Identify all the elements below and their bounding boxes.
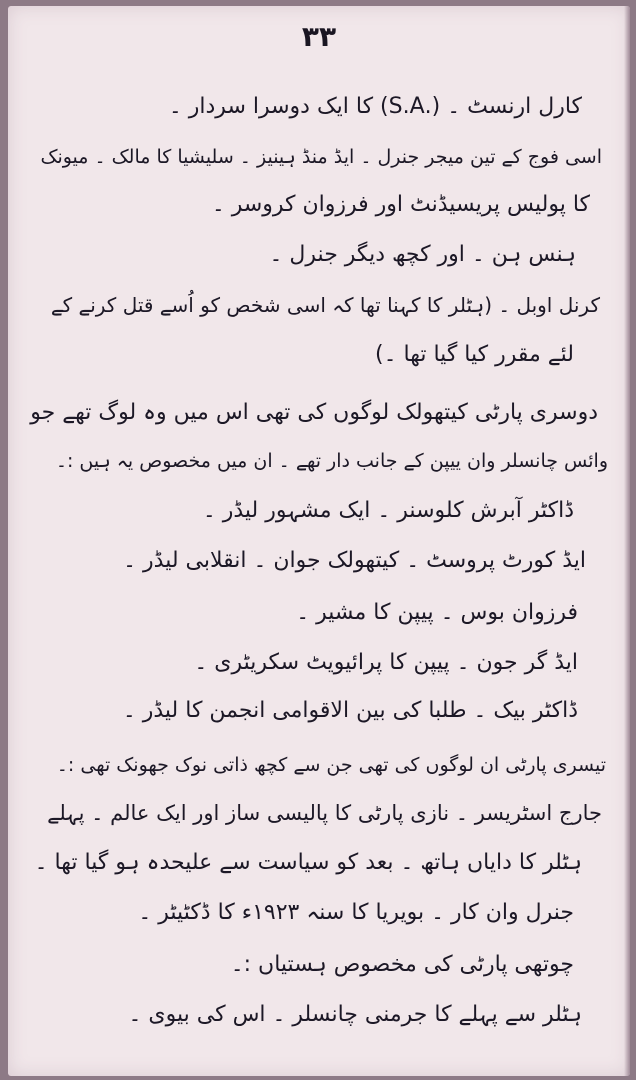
text-line-3: کا پولیس پریسیڈنٹ اور فرزوان کروسر ۔ [211, 192, 590, 217]
text-line-19: ہٹلر سے پہلے کا جرمنی چانسلر ۔ اس کی بیوی ۔ [128, 1002, 582, 1027]
text-line-16: ہٹلر کا دایاں ہاتھ ۔ بعد کو سیاست سے علیحدہ ہو گیا تھا ۔ [34, 850, 582, 875]
text-line-10: ایڈ کورٹ پروسٹ ۔ کیتھولک جوان ۔ انقلابی لیڈر ۔ [123, 548, 586, 573]
text-line-18: چوتھی پارٹی کی مخصوص ہستیاں :۔ [230, 952, 574, 977]
text-line-1: کارل ارنسٹ ۔ (.S.A) کا ایک دوسرا سردار ۔ [168, 94, 582, 119]
text-line-15: جارج اسٹریسر ۔ نازی پارٹی کا پالیسی ساز اور ایک عالم ۔ پہلے [47, 801, 602, 825]
text-line-12: ایڈ گر جون ۔ پیپن کا پرائیویٹ سکریٹری ۔ [194, 650, 578, 675]
page-edge-shadow [624, 6, 630, 1076]
text-line-4: ہنس ہن ۔ اور کچھ دیگر جنرل ۔ [269, 242, 576, 267]
text-line-14: تیسری پارٹی ان لوگوں کی تھی جن سے کچھ ذاتی نوک جھونک تھی :۔ [56, 754, 606, 776]
text-line-8: وائس چانسلر وان ییپن کے جانب دار تھے ۔ ان میں مخصوص یہ ہیں :۔ [55, 450, 608, 472]
text-line-17: جنرل وان کار ۔ بویریا کا سنہ ۱۹۲۳ء کا ڈکٹیٹر ۔ [138, 900, 574, 925]
page-number: ۳۳ [301, 20, 337, 53]
text-line-11: فرزوان بوس ۔ پیپن کا مشیر ۔ [296, 600, 578, 625]
text-line-7: دوسری پارٹی کیتھولک لوگوں کی تھی اس میں وہ لوگ تھے جو [30, 400, 598, 425]
text-line-6: لئے مقرر کیا گیا تھا ۔) [375, 342, 574, 367]
text-line-5: کرنل اوبل ۔ (ہٹلر کا کہنا تھا کہ اسی شخص کو اُسے قتل کرنے کے [50, 293, 600, 317]
text-line-2: اسی فوج کے تین میجر جنرل ۔ ایڈ منڈ ہینیز ۔ سلیشیا کا مالک ۔ میونک [40, 146, 602, 168]
text-line-13: ڈاکٹر بیک ۔ طلبا کی بین الاقوامی انجمن کا لیڈر ۔ [122, 698, 578, 723]
text-line-9: ڈاکٹر آبرش کلوسنر ۔ ایک مشہور لیڈر ۔ [202, 498, 574, 523]
book-page [8, 6, 630, 1076]
